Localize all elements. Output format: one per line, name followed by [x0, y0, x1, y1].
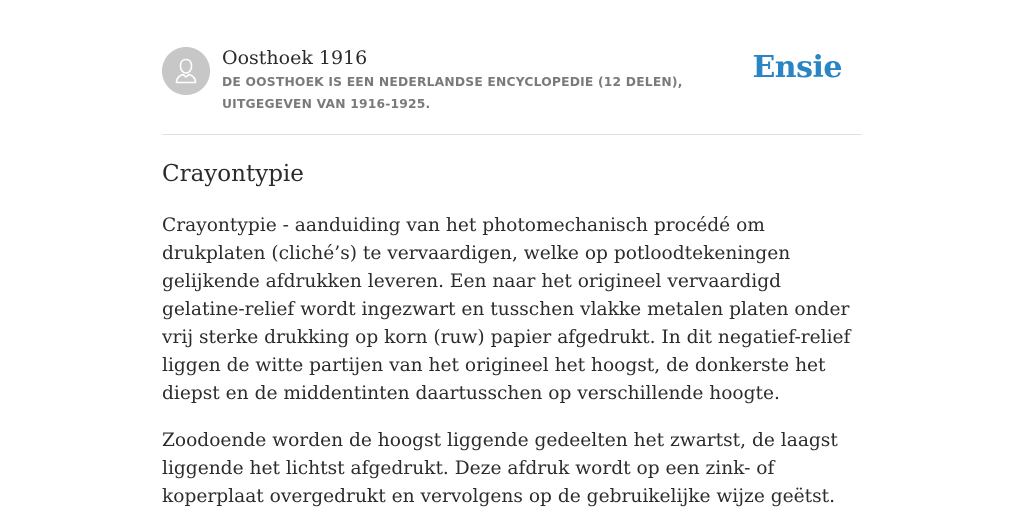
- source-info: [222, 45, 762, 115]
- source-description: DE OOSTHOEK IS EEN NEDERLANDSE ENCYCLOPEDIE (12 DELEN), UITGEGEVEN VAN 1916-1925.: [222, 75, 683, 111]
- page-container: [162, 0, 862, 507]
- source-title[interactable]: Oosthoek 1916: [222, 47, 368, 69]
- user-icon[interactable]: [162, 47, 210, 95]
- article-title: Crayontypie: [162, 161, 304, 187]
- brand-logo-link[interactable]: Ensie: [752, 50, 842, 85]
- article-paragraph: Crayontypie - aanduiding van het photomechanisch procédé om drukplaten (cliché’s) te vervaardigen, welke op potloodtekeningen gelijkende afdrukken leveren. Een naar het origineel vervaardigd gelatine-relief wordt ingezwart en tusschen vlakke metalen platen onder vrij sterke drukking op korn (ruw) papier afgedrukt. In dit negatief-relief liggen de witte partijen van het origineel het hoogst, de donkerste het diepst en de middentinten daartusschen op verschillende hoogte.: [162, 215, 851, 404]
- article-paragraph: Zoodoende worden de hoogst liggende gedeelten het zwartst, de laagst liggende het lichtst afgedrukt. Deze afdruk wordt op een zink- of koperplaat overgedrukt en vervolgens op de gebruikelijke wijze geëtst.: [162, 430, 838, 507]
- article-body: [162, 212, 862, 512]
- source-header: [162, 0, 862, 135]
